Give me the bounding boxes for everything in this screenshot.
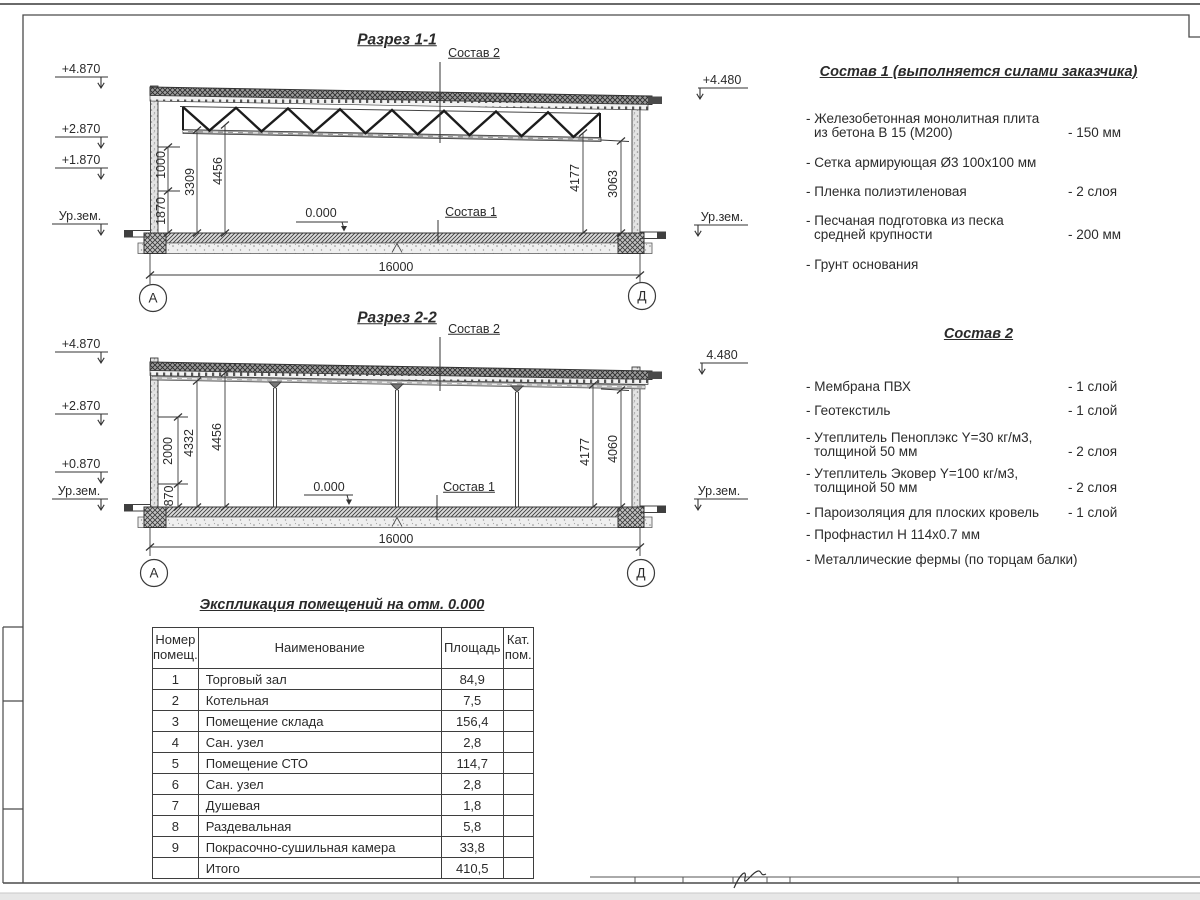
table-row bbox=[153, 753, 534, 774]
sostav1-title: Состав 1 (выполняется силами заказчика) bbox=[819, 64, 1138, 80]
table-row bbox=[153, 795, 534, 816]
elevation-mark: +2.870 bbox=[61, 121, 101, 136]
ground-level-mark: Ур.зем. bbox=[700, 209, 744, 224]
dimension-value: 1000 bbox=[153, 151, 168, 179]
room-name-cell: Помещение склада bbox=[198, 711, 441, 732]
zero-level-mark: 0.000 bbox=[313, 479, 345, 494]
elevation-mark: +0.870 bbox=[61, 456, 101, 471]
composition-item-line: - Мембрана ПВХ bbox=[806, 379, 911, 394]
column-header: Наименование bbox=[198, 628, 441, 669]
composition-item-value: - 1 слой bbox=[1068, 505, 1118, 520]
room-name-cell: Помещение СТО bbox=[198, 753, 441, 774]
room-number-cell: 9 bbox=[153, 837, 199, 858]
room-number-cell: 5 bbox=[153, 753, 199, 774]
section1-dimensions bbox=[140, 122, 656, 312]
room-category-cell bbox=[503, 795, 533, 816]
section2-title: Разрез 2-2 bbox=[357, 309, 437, 327]
composition-item-line: - Пленка полиэтиленовая bbox=[806, 184, 967, 199]
room-number-cell bbox=[153, 858, 199, 879]
composition-item-line: - Песчаная подготовка из песка bbox=[806, 213, 1004, 228]
dimension-value: 3063 bbox=[605, 170, 620, 198]
table-row bbox=[153, 711, 534, 732]
room-category-cell bbox=[503, 732, 533, 753]
room-name-cell: Сан. узел bbox=[198, 774, 441, 795]
room-area-cell: 1,8 bbox=[441, 795, 503, 816]
ground-level-mark: Ур.зем. bbox=[57, 483, 101, 498]
axis-marker: Д bbox=[636, 565, 646, 581]
room-name-cell: Сан. узел bbox=[198, 732, 441, 753]
dimension-value: 1870 bbox=[153, 197, 168, 225]
room-category-cell bbox=[503, 858, 533, 879]
composition-item bbox=[806, 528, 1151, 542]
ground-level-mark: Ур.зем. bbox=[697, 483, 741, 498]
elevation-mark: +1.870 bbox=[61, 152, 101, 167]
composition-item bbox=[806, 506, 1151, 520]
room-name-cell: Итого bbox=[198, 858, 441, 879]
room-area-cell: 33,8 bbox=[441, 837, 503, 858]
composition-item-line: - Пароизоляция для плоских кровель bbox=[806, 505, 1040, 520]
sostav2-title: Состав 2 bbox=[943, 326, 1014, 342]
room-category-cell bbox=[503, 774, 533, 795]
composition-item-line: - Сетка армирующая Ø3 100х100 мм bbox=[806, 155, 1037, 170]
room-number-cell: 6 bbox=[153, 774, 199, 795]
zero-mark-line bbox=[304, 495, 353, 502]
composition-item bbox=[806, 156, 1151, 170]
title-block-edge bbox=[590, 871, 1200, 888]
dimension-value: 4456 bbox=[210, 157, 225, 185]
dimension-value: 3309 bbox=[182, 168, 197, 196]
leader-lines bbox=[437, 337, 440, 520]
table-header-row bbox=[153, 628, 534, 669]
sostav2-callout: Состав 2 bbox=[448, 45, 500, 60]
column-header: Кат. пом. bbox=[503, 628, 533, 669]
composition-item-line: средней крупности bbox=[814, 227, 933, 242]
room-name-cell: Покрасочно-сушильная камера bbox=[198, 837, 441, 858]
axis-marker: Д bbox=[637, 288, 647, 304]
table-row bbox=[153, 816, 534, 837]
composition-item bbox=[806, 258, 1151, 272]
room-number-cell: 8 bbox=[153, 816, 199, 837]
table-row bbox=[153, 732, 534, 753]
table-row bbox=[153, 774, 534, 795]
room-area-cell: 7,5 bbox=[441, 690, 503, 711]
dimension-value: 870 bbox=[161, 485, 176, 507]
composition-item-value: - 1 слой bbox=[1068, 379, 1118, 394]
sostav2-list bbox=[806, 374, 1151, 567]
room-name-cell: Душевая bbox=[198, 795, 441, 816]
sostav2-callout: Состав 2 bbox=[448, 321, 500, 336]
paper-edge-strip bbox=[0, 893, 1200, 900]
room-category-cell bbox=[503, 753, 533, 774]
room-name-cell: Раздевальная bbox=[198, 816, 441, 837]
room-category-cell bbox=[503, 837, 533, 858]
room-number-cell: 3 bbox=[153, 711, 199, 732]
room-number-cell: 4 bbox=[153, 732, 199, 753]
composition-item-line: - Профнастил Н 114х0.7 мм bbox=[806, 527, 980, 542]
table-row bbox=[153, 837, 534, 858]
room-number-cell: 2 bbox=[153, 690, 199, 711]
dimension-value: 4177 bbox=[567, 164, 582, 192]
room-category-cell bbox=[503, 711, 533, 732]
section1-building bbox=[124, 86, 666, 254]
table-row bbox=[153, 858, 534, 879]
composition-item-line: - Геотекстиль bbox=[806, 403, 891, 418]
elevation-mark: +4.480 bbox=[702, 72, 742, 87]
room-name-cell: Торговый зал bbox=[198, 669, 441, 690]
column-header: Площадь bbox=[441, 628, 503, 669]
axis-marker: А bbox=[149, 565, 159, 581]
axis-marker: А bbox=[148, 290, 158, 306]
composition-item bbox=[806, 404, 1151, 418]
leader-lines bbox=[438, 62, 440, 243]
room-area-cell: 156,4 bbox=[441, 711, 503, 732]
composition-item-line: толщиной 50 мм bbox=[814, 480, 918, 495]
elevation-mark: +4.870 bbox=[61, 336, 101, 351]
explication-title: Экспликация помещений на отм. 0.000 bbox=[199, 597, 485, 613]
composition-item bbox=[806, 380, 1151, 394]
composition-item bbox=[806, 185, 1151, 199]
room-category-cell bbox=[503, 690, 533, 711]
dimension-value: 4456 bbox=[209, 423, 224, 451]
composition-item-value: - 2 слоя bbox=[1068, 184, 1118, 199]
room-area-cell: 410,5 bbox=[441, 858, 503, 879]
dimension-value: 4060 bbox=[605, 435, 620, 463]
dimension-value: 4177 bbox=[577, 438, 592, 466]
composition-item-value: - 150 мм bbox=[1068, 125, 1122, 140]
dimension-value: 2000 bbox=[160, 437, 175, 465]
composition-item-line: - Грунт основания bbox=[806, 257, 919, 272]
room-category-cell bbox=[503, 669, 533, 690]
composition-item bbox=[806, 214, 1151, 242]
composition-item bbox=[806, 431, 1151, 459]
composition-item-line: - Металлические фермы (по торцам балки) bbox=[806, 552, 1078, 567]
sostav1-callout: Состав 1 bbox=[445, 204, 497, 219]
zero-level-mark: 0.000 bbox=[305, 205, 337, 220]
section2-dimensions bbox=[141, 370, 655, 587]
column-header: Номер помещ. bbox=[153, 628, 199, 669]
room-number-cell: 1 bbox=[153, 669, 199, 690]
elevation-mark: +4.870 bbox=[61, 61, 101, 76]
composition-item-value: - 2 слоя bbox=[1068, 444, 1118, 459]
composition-item-line: - Железобетонная монолитная плита bbox=[806, 111, 1040, 126]
elevation-mark: +2.870 bbox=[61, 398, 101, 413]
room-number-cell: 7 bbox=[153, 795, 199, 816]
composition-item bbox=[806, 553, 1151, 567]
sostav1-callout: Состав 1 bbox=[443, 479, 495, 494]
ground-level-mark: Ур.зем. bbox=[58, 208, 102, 223]
composition-item-value: - 1 слой bbox=[1068, 403, 1118, 418]
composition-item-line: - Утеплитель Пеноплэкс Y=30 кг/м3, bbox=[806, 430, 1033, 445]
table-row bbox=[153, 669, 534, 690]
composition-item-value: - 2 слоя bbox=[1068, 480, 1118, 495]
zero-mark-line bbox=[296, 222, 348, 229]
room-area-cell: 114,7 bbox=[441, 753, 503, 774]
span-dimension: 16000 bbox=[378, 531, 414, 546]
span-dimension: 16000 bbox=[378, 259, 414, 274]
signature-squiggle bbox=[734, 871, 766, 888]
room-area-cell: 2,8 bbox=[441, 774, 503, 795]
sostav1-list bbox=[806, 108, 1151, 272]
elevation-mark: 4.480 bbox=[706, 347, 738, 362]
composition-item-line: из бетона В 15 (М200) bbox=[814, 125, 953, 140]
composition-item-value: - 200 мм bbox=[1068, 227, 1122, 242]
table-row bbox=[153, 690, 534, 711]
dimension-value: 4332 bbox=[181, 429, 196, 457]
room-category-cell bbox=[503, 816, 533, 837]
room-area-cell: 84,9 bbox=[441, 669, 503, 690]
room-area-cell: 5,8 bbox=[441, 816, 503, 837]
composition-item bbox=[806, 112, 1151, 140]
room-name-cell: Котельная bbox=[198, 690, 441, 711]
explication-table bbox=[152, 627, 534, 879]
composition-item-line: толщиной 50 мм bbox=[814, 444, 918, 459]
room-area-cell: 2,8 bbox=[441, 732, 503, 753]
composition-item bbox=[806, 467, 1151, 495]
composition-item-line: - Утеплитель Эковер Y=100 кг/м3, bbox=[806, 466, 1019, 481]
section1-title: Разрез 1-1 bbox=[357, 31, 437, 49]
